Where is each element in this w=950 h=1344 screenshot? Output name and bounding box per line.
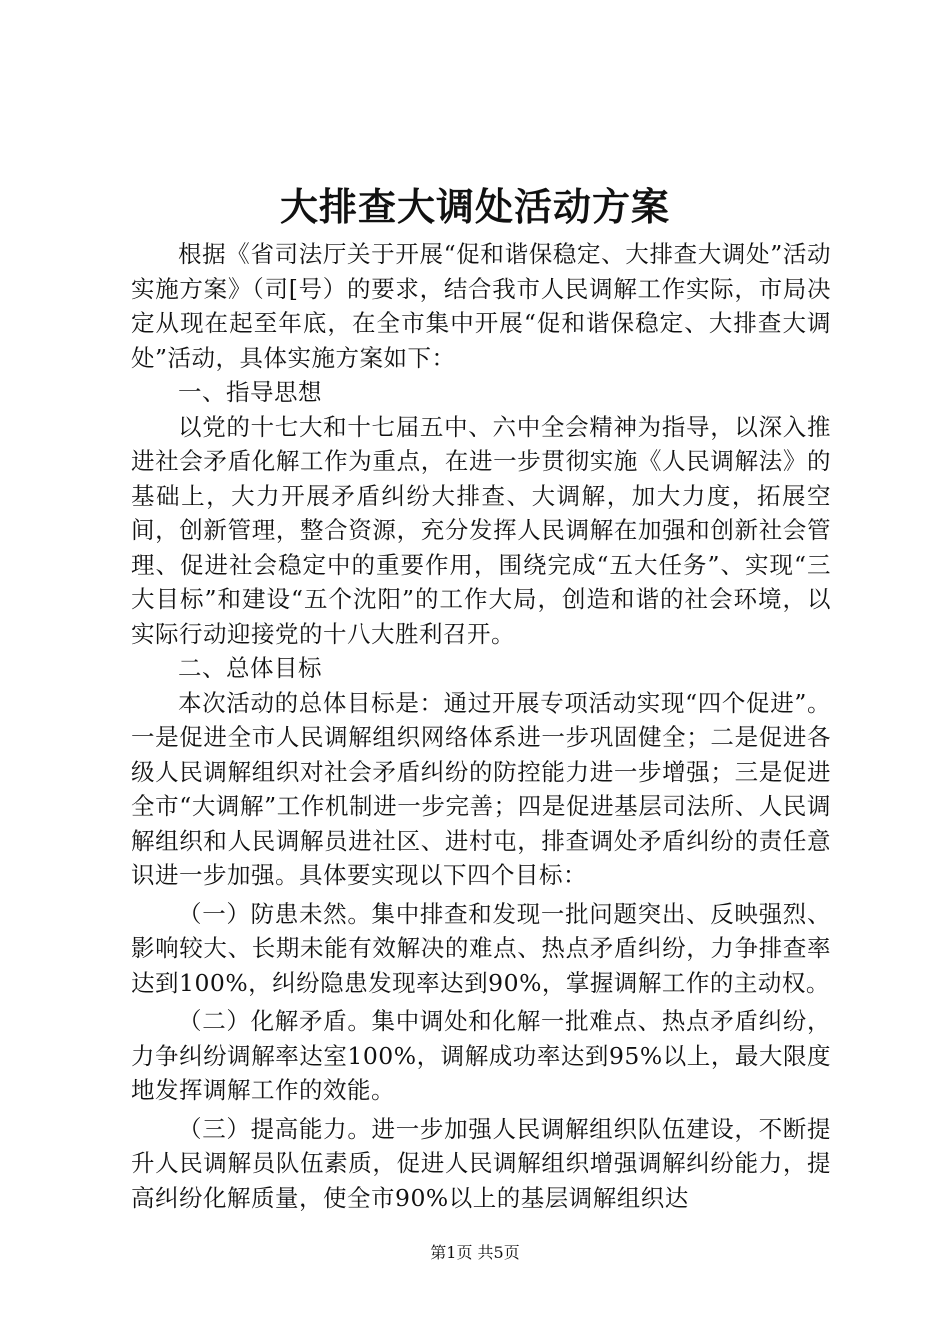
paragraph-overall-goals: 本次活动的总体目标是：通过开展专项活动实现“四个促进”。一是促进全市人民调解组织网络体系进一步巩固健全；二是促进各级人民调解组织对社会矛盾纠纷的防控能力进一步增强；三是促进全市“大调解”工作机制进一步完善；四是促进基层司法所、人民调解组织和人民调解员进社区、进村屯，排查调处矛盾纠纷的责任意识进一步加强。具体要实现以下四个目标： (131, 688, 831, 889)
document-title: 大排查大调处活动方案 (279, 184, 670, 229)
section-heading-overall-goals: 二、总体目标 (178, 654, 322, 682)
paragraph-goal-2: （二）化解矛盾。集中调处和化解一批难点、热点矛盾纠纷，力争纠纷调解率达室100%，调解成功率达到95%以上，最大限度地发挥调解工作的效能。 (131, 1007, 831, 1104)
paragraph-guiding-ideology: 以党的十七大和十七届五中、六中全会精神为指导，以深入推进社会矛盾化解工作为重点，在进一步贯彻实施《人民调解法》的基础上，大力开展矛盾纠纷大排查、大调解，加大力度，拓展空间，创新管理，整合资源，充分发挥人民调解在加强和创新社会管理、促进社会稳定中的重要作用，围绕完成“五大任务”、实现“三大目标”和建设“五个沈阳”的工作大局，创造和谐的社会环境，以实际行动迎接党的十八大胜利召开。 (131, 412, 831, 648)
document-body (131, 237, 831, 1215)
section-heading-guiding-ideology: 一、指导思想 (178, 378, 322, 406)
paragraph-goal-3: （三）提高能力。进一步加强人民调解组织队伍建设，不断提升人民调解员队伍素质，促进人民调解组织增强调解纠纷能力，提高纠纷化解质量，使全市90%以上的基层调解组织达 (131, 1114, 831, 1212)
paragraph-goal-1: （一）防患未然。集中排查和发现一批问题突出、反映强烈、影响较大、长期未能有效解决的难点、热点矛盾纠纷，力争排查率达到100%，纠纷隐患发现率达到90%，掌握调解工作的主动权。 (131, 899, 831, 997)
paragraph-intro: 根据《省司法厅关于开展“促和谐保稳定、大排查大调处”活动实施方案》（司[号）的要求，结合我市人民调解工作实际，市局决定从现在起至年底，在全市集中开展“促和谐保稳定、大排查大调处”活动，具体实施方案如下： (131, 240, 831, 372)
page-footer: 第1页 共5页 (430, 1243, 520, 1262)
